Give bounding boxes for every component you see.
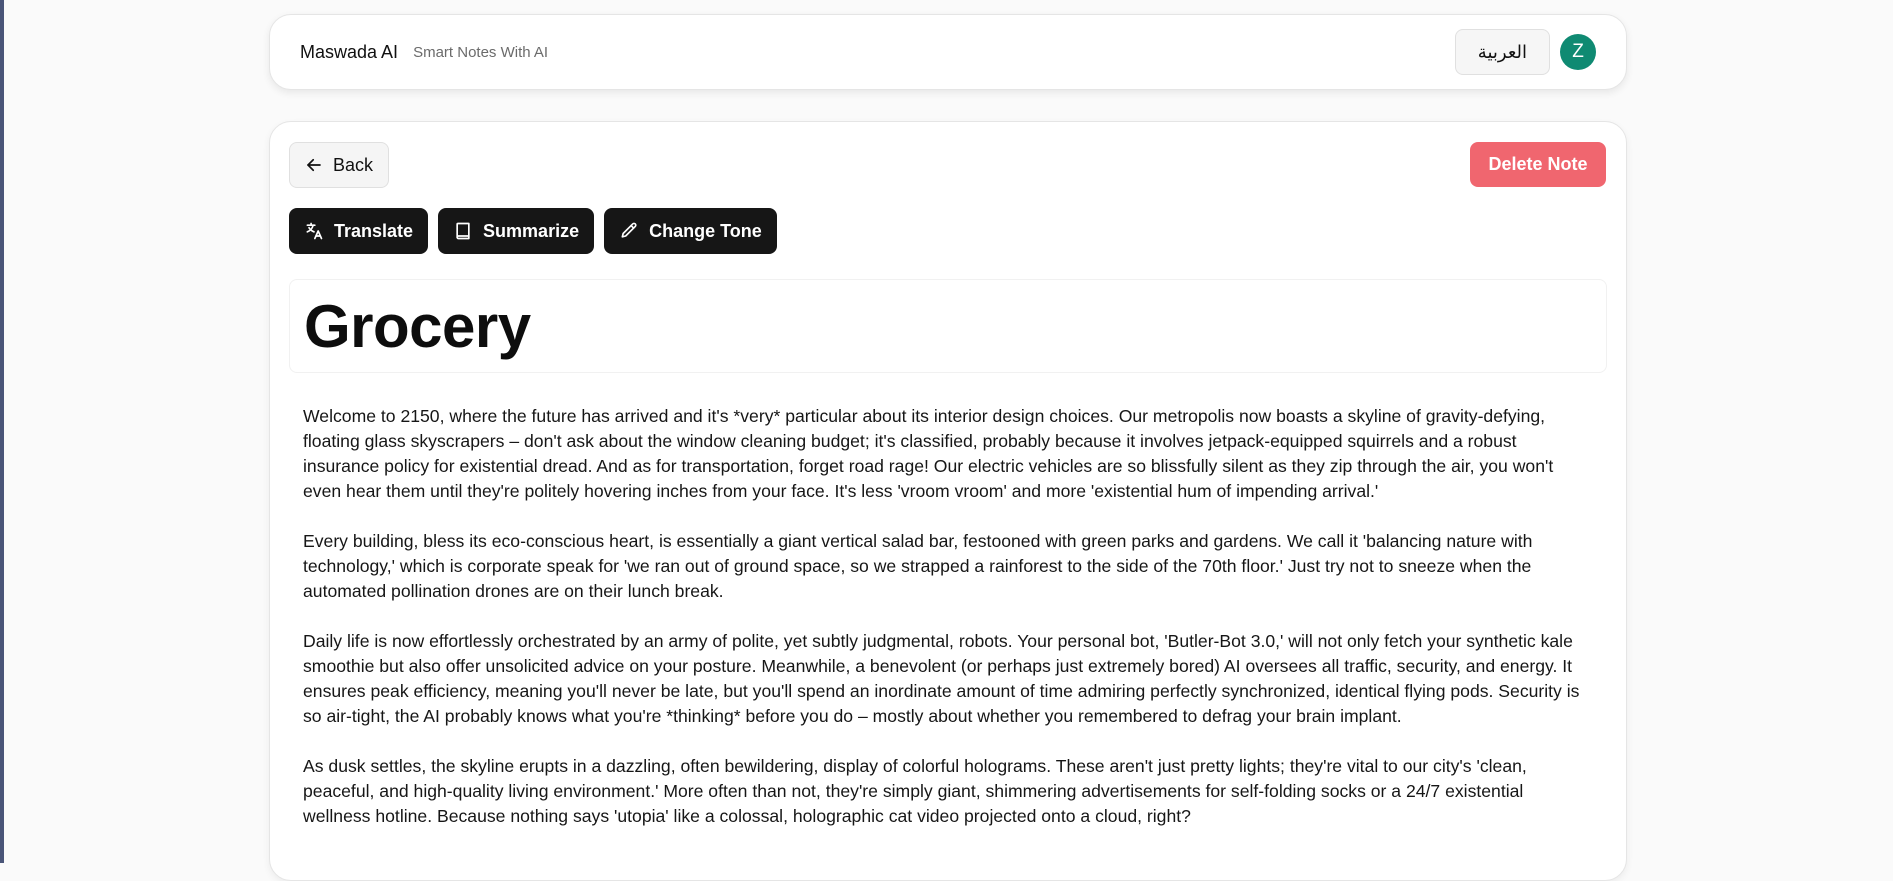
language-toggle-button[interactable]: العربية [1455, 29, 1550, 75]
back-button-label: Back [332, 154, 374, 175]
app-header [269, 14, 1627, 90]
summarize-button-label: Summarize [483, 220, 580, 241]
translate-button[interactable] [289, 208, 428, 254]
book-icon [453, 221, 473, 241]
back-button[interactable] [289, 142, 389, 188]
arrow-left-icon [305, 156, 323, 174]
note-paragraph: Daily life is now effortlessly orchestrated by an army of polite, yet subtly judgmental, robots. Your personal bot, 'Butler-Bot 3.0,' will not only fetch your synthetic kale smoothie but also offer unsolicited advice on your posture. Meanwhile, a benevolent (or perhaps just extremely bored) AI oversees all traffic, security, and energy. It ensures peak efficiency, meaning you'll never be late, but you'll spend an inordinate amount of time admiring perfectly synchronized, identical flying pods. Security is so air-tight, the AI probably knows what you're *thinking* before you do – mostly about whether you remembered to defrag your brain implant. [303, 631, 1580, 726]
translate-icon [304, 221, 324, 241]
summarize-button[interactable] [438, 208, 594, 254]
note-paragraph: Every building, bless its eco-conscious heart, is essentially a giant vertical salad bar, festooned with green parks and gardens. We call it 'balancing nature with technology,' which is corporate speak for 'we ran out of ground space, so we strapped a rainforest to the side of the 70th floor.' Just try not to sneeze when the automated pollination drones are on their lunch break. [303, 531, 1533, 601]
note-title: Grocery [304, 293, 531, 360]
note-title-field[interactable] [289, 279, 1607, 373]
brand-tagline: Smart Notes With AI [413, 43, 549, 61]
brand-name: Maswada AI [300, 41, 399, 62]
note-card [269, 121, 1627, 881]
note-paragraph: Welcome to 2150, where the future has arrived and it's *very* particular about its interior design choices. Our metropolis now boasts a skyline of gravity-defying, floating glass skyscrapers – don't ask about the window cleaning budget; it's classified, probably because it involves jetpack-equipped squirrels and a robust insurance policy for existential dread. And as for transportation, forget road rage! Our electric vehicles are so blissfully silent as they zip through the air, you won't even hear them until they're politely hovering inches from your face. It's less 'vroom vroom' and more 'existential hum of impending arrival.' [303, 406, 1554, 501]
header-actions [1455, 29, 1596, 75]
change-tone-button[interactable] [604, 208, 777, 254]
note-paragraph: As dusk settles, the skyline erupts in a dazzling, often bewildering, display of colorful holograms. These aren't just pretty lights; they're vital to our city's 'clean, peaceful, and high-quality living environment.' More often than not, they're simply giant, shimmering advertisements for self-folding socks or a 24/7 existential wellness hotline. Because nothing says 'utopia' like a colossal, holographic cat video projected onto a cloud, right? [303, 756, 1527, 826]
delete-note-button[interactable]: Delete Note [1470, 142, 1606, 187]
note-body[interactable] [303, 404, 1593, 854]
user-avatar[interactable]: Z [1560, 34, 1596, 70]
window-edge [0, 0, 4, 863]
translate-button-label: Translate [334, 220, 414, 241]
pencil-icon [619, 221, 639, 241]
change-tone-button-label: Change Tone [649, 220, 762, 241]
ai-tools-bar [289, 208, 777, 254]
